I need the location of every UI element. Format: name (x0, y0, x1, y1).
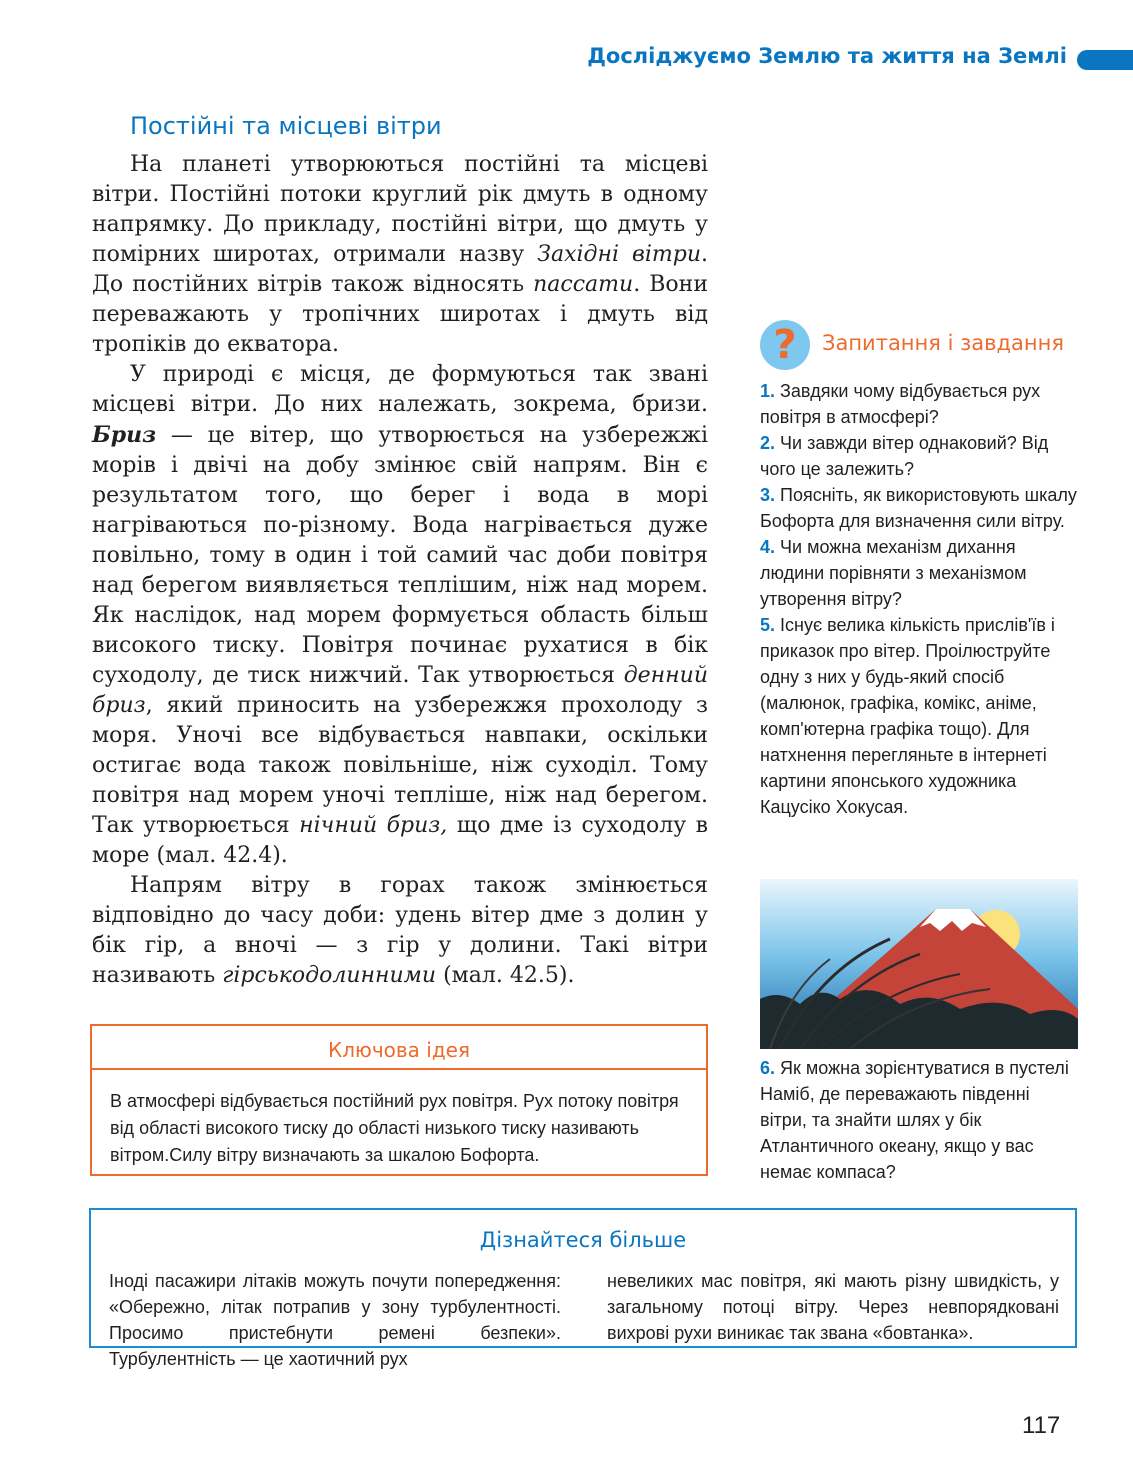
question-item: 6. Як можна зорієнтуватися в пустелі Наміб, де переважають південні вітри, та знайти шлях у бік Атлантичного океану, якщо у вас немає компаса? (760, 1058, 1069, 1182)
questions-list-continued (760, 1055, 1078, 1185)
question-item: 5. Існує велика кількість прислів'їв і приказок про вітер. Проілюструйте одну з них у будь-який спосіб (малюнок, графіка, комікс, аніме, комп'ютерна графіка тощо). Для натхнення перегляньте в інтернеті картини японського художника Кацусіко Хокусая. (760, 615, 1055, 817)
term-western-winds: Західні вітри (537, 242, 701, 267)
section-title: Постійні та місцеві вітри (130, 112, 442, 140)
question-item: 1. Завдяки чому відбувається рух повітря в атмосфері? (760, 381, 1041, 427)
learn-more-column-1: Іноді пасажири літаків можуть почути попередження: «Обережно, літак потрапив у зону турбулентності. Просимо пристебнути ремені безпеки». Турбулентність — це хаотичний рух (109, 1271, 561, 1369)
learn-more-columns (109, 1268, 1059, 1372)
questions-header (760, 320, 1100, 370)
questions-list (760, 378, 1078, 820)
learn-more-box (89, 1208, 1077, 1369)
main-text (92, 150, 708, 991)
page-number: 117 (1022, 1412, 1061, 1439)
questions-title: Запитання і завдання (822, 331, 1064, 355)
fuji-illustration-svg (760, 879, 1078, 1049)
question-item: 3. Поясніть, як використовують шкалу Бофорта для визначення сили вітру. (760, 485, 1077, 531)
term-night-breeze: нічний бриз, (299, 813, 448, 838)
question-item: 2. Чи завжди вітер однаковий? Від чого це залежить? (760, 433, 1049, 479)
learn-more-column-2: невеликих мас повітря, які мають різну швидкість, у загальному потоці вітру. Через невпорядковані вихрові рухи виникає так звана «бовтанка». (607, 1271, 1059, 1343)
header-title: Досліджуємо Землю та життя на Землі (587, 44, 1067, 68)
question-item: 4. Чи можна механізм дихання людини порівняти з механізмом утворення вітру? (760, 537, 1027, 609)
paragraph-3: Напрям вітру в горах також змінюється відповідно до часу доби: удень вітер дме з долин у бік гір, а вночі — з гір у долини. Такі вітри називають гірськодолинними (мал. 42.5). (92, 873, 708, 988)
paragraph-2: У природі є місця, де формуються так звані місцеві вітри. До них належать, зокрема, бризи. Бриз — це вітер, що утворюється на узбережжі морів і двічі на добу змінює свій напрям. Він є результатом того, що берег і вода в морі нагріваються по-різному. Вода нагрівається дуже повільно, тому в один і той самий час доби повітря над берегом виявляється теплішим, ніж над морем. Як наслідок, над морем формується область більш високого тиску. Повітря починає рухатися в бік суходолу, де тиск нижчий. Так утворюється денний бриз, який приносить на узбережжя прохолоду з моря. Уночі все відбувається навпаки, оскільки остигає вода також повільніше, ніж суходіл. Тому повітря над морем уночі тепліше, ніж над берегом. Так утворюється нічний бриз, що дме із суходолу в море (мал. 42.4). (92, 362, 708, 868)
term-breeze: Бриз (92, 422, 157, 448)
key-idea-text: В атмосфері відбувається постійний рух повітря. Рух потоку повітря від області високого тиску до області низького тиску називають вітром.Силу вітру визначають за шкалою Бофорта. (110, 1091, 679, 1165)
paragraph-1: На планеті утворюються постійні та місцеві вітри. Постійні потоки круглий рік дмуть в одному напрямку. До прикладу, постійні вітри, що дмуть у помірних широтах, отримали назву Західні вітри. До постійних вітрів також відносять пассати. Вони переважають у тропічних широтах і дмуть від тропіків до екватора. (92, 152, 708, 357)
term-mountain-valley: гірськодолинними (222, 963, 437, 988)
question-mark-icon: ? (760, 320, 810, 370)
page-header (560, 44, 1133, 76)
key-idea-box (90, 1024, 708, 1176)
hokusai-fuji-illustration (760, 879, 1078, 1049)
header-tab-decoration (1077, 50, 1133, 70)
key-idea-title: Ключова ідея (92, 1026, 706, 1070)
term-trade-winds: пассати (533, 272, 634, 297)
learn-more-title: Дізнайтеся більше (479, 1228, 687, 1252)
term-day-breeze: денний бриз (92, 663, 708, 718)
